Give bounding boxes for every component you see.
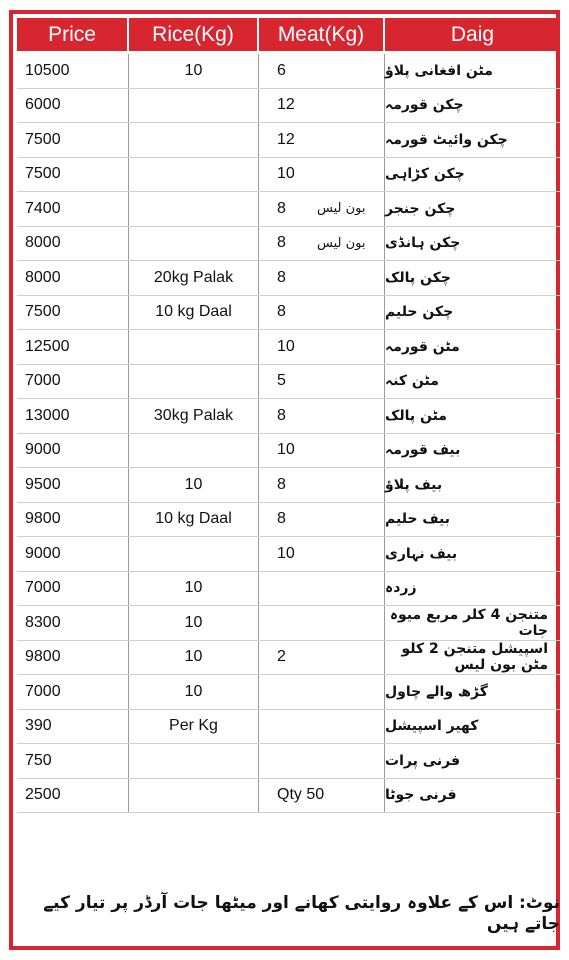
- rice-value: 10: [184, 648, 203, 666]
- rice-value: 10 kg Daal: [155, 510, 232, 528]
- daig-cell: [385, 123, 560, 157]
- price-value: 2500: [25, 786, 61, 804]
- price-cell: [17, 641, 129, 675]
- table-header: [17, 18, 560, 51]
- price-value: 7500: [25, 165, 61, 183]
- daig-cell: [385, 296, 560, 330]
- daig-name: زردہ: [385, 580, 417, 597]
- rice-value: 10: [184, 613, 203, 631]
- price-value: 9800: [25, 510, 61, 528]
- daig-cell: [385, 606, 560, 640]
- price-value: 7500: [25, 303, 61, 321]
- meat-cell: [259, 158, 385, 192]
- price-value: 390: [25, 717, 52, 735]
- daig-cell: [385, 227, 560, 261]
- rice-cell: [129, 261, 259, 295]
- daig-name: مٹن افغانی پلاؤ: [385, 62, 493, 79]
- rice-cell: [129, 192, 259, 226]
- daig-cell: [385, 675, 560, 709]
- daig-cell: [385, 468, 560, 502]
- price-cell: [17, 54, 129, 88]
- meat-value: 6: [277, 61, 286, 79]
- rice-cell: [129, 572, 259, 606]
- rice-cell: [129, 537, 259, 571]
- table-row: [17, 261, 560, 296]
- meat-value: 8: [277, 406, 286, 424]
- rice-cell: [129, 641, 259, 675]
- meat-cell: [259, 89, 385, 123]
- footer-note: نوٹ: اس کے علاوہ روایتی کھانے اور میٹھا جات آرڈر پر تیار کیے جاتے ہیں: [43, 893, 560, 934]
- meat-cell: [259, 779, 385, 813]
- meat-value: 8: [277, 475, 286, 493]
- price-cell: [17, 537, 129, 571]
- table-row: [17, 227, 560, 262]
- price-cell: [17, 158, 129, 192]
- price-value: 9000: [25, 544, 61, 562]
- table-row: [17, 779, 560, 814]
- price-cell: [17, 503, 129, 537]
- meat-cell: [259, 641, 385, 675]
- price-cell: [17, 227, 129, 261]
- rice-cell: [129, 434, 259, 468]
- meat-cell: [259, 572, 385, 606]
- meat-value: 10: [277, 544, 295, 562]
- table-row: [17, 572, 560, 607]
- rice-value: 30kg Palak: [153, 406, 234, 424]
- rice-value: 10: [184, 61, 203, 79]
- price-cell: [17, 606, 129, 640]
- table-row: [17, 89, 560, 124]
- meat-value: 10: [277, 165, 295, 183]
- table-row: [17, 365, 560, 400]
- rice-value: 10: [184, 579, 203, 597]
- daig-name: چکن کڑاہی: [385, 166, 465, 183]
- table-row: [17, 330, 560, 365]
- price-value: 10500: [25, 61, 70, 79]
- rice-value: 10: [184, 682, 203, 700]
- meat-cell: [259, 330, 385, 364]
- rice-cell: [129, 779, 259, 813]
- price-value: 9500: [25, 475, 61, 493]
- meat-value: 10: [277, 441, 295, 459]
- rice-cell: [129, 330, 259, 364]
- price-value: 7000: [25, 372, 61, 390]
- price-cell: [17, 434, 129, 468]
- meat-value: 12: [277, 96, 295, 114]
- daig-cell: [385, 434, 560, 468]
- menu-frame: [9, 10, 560, 950]
- table-row: [17, 606, 560, 641]
- price-cell: [17, 779, 129, 813]
- price-value: 7000: [25, 579, 61, 597]
- header-daig: Daig: [450, 23, 495, 46]
- price-value: 9000: [25, 441, 61, 459]
- daig-name: فرنی پرات: [385, 752, 461, 769]
- table-row: [17, 675, 560, 710]
- daig-name: فرنی جوٹا: [385, 787, 457, 804]
- meat-value: 5: [277, 372, 286, 390]
- daig-name: بیف پلاؤ: [385, 476, 443, 493]
- meat-note: بون لیس: [317, 201, 366, 217]
- daig-name: چکن قورمہ: [385, 97, 464, 114]
- meat-cell: [259, 434, 385, 468]
- daig-name: چکن ہانڈی: [385, 235, 461, 252]
- price-value: 7500: [25, 130, 61, 148]
- table-row: [17, 192, 560, 227]
- rice-cell: [129, 365, 259, 399]
- rice-cell: [129, 710, 259, 744]
- price-value: 8300: [25, 613, 61, 631]
- meat-value: 10: [277, 337, 295, 355]
- daig-cell: [385, 399, 560, 433]
- rice-cell: [129, 503, 259, 537]
- price-value: 8000: [25, 234, 61, 252]
- price-cell: [17, 744, 129, 778]
- daig-name: مٹن کنہ: [385, 373, 439, 390]
- daig-cell: [385, 192, 560, 226]
- rice-cell: [129, 606, 259, 640]
- meat-cell: [259, 54, 385, 88]
- table-body: [17, 54, 560, 813]
- daig-name: بیف حلیم: [385, 511, 451, 528]
- meat-value: 8: [277, 303, 286, 321]
- meat-cell: [259, 227, 385, 261]
- daig-name: چکن جنجر: [385, 200, 456, 217]
- rice-cell: [129, 89, 259, 123]
- daig-cell: [385, 537, 560, 571]
- table-row: [17, 503, 560, 538]
- meat-value: 12: [277, 130, 295, 148]
- rice-value: Per Kg: [169, 717, 218, 735]
- daig-name: مٹن پالک: [385, 407, 447, 424]
- header-meat: Meat(Kg): [259, 18, 385, 51]
- price-cell: [17, 296, 129, 330]
- meat-cell: [259, 365, 385, 399]
- meat-cell: [259, 261, 385, 295]
- meat-cell: [259, 537, 385, 571]
- daig-name: گڑھ والے چاول: [385, 683, 488, 700]
- price-value: 6000: [25, 96, 61, 114]
- daig-name: اسپیشل متنجن 2 کلو مٹن بون لیس: [401, 641, 548, 674]
- table-row: [17, 54, 560, 89]
- daig-cell: [385, 158, 560, 192]
- table-row: [17, 710, 560, 745]
- daig-cell: [385, 744, 560, 778]
- daig-cell: [385, 330, 560, 364]
- daig-cell: [385, 779, 560, 813]
- daig-cell: [385, 365, 560, 399]
- price-value: 8000: [25, 268, 61, 286]
- header-rice: Rice(Kg): [129, 18, 259, 51]
- meat-cell: [259, 399, 385, 433]
- rice-value: 10: [184, 475, 203, 493]
- table-row: [17, 641, 560, 676]
- meat-value: 8: [277, 199, 286, 217]
- daig-cell: [385, 89, 560, 123]
- rice-value: 10 kg Daal: [155, 303, 232, 321]
- table-row: [17, 434, 560, 469]
- price-cell: [17, 261, 129, 295]
- daig-cell: [385, 710, 560, 744]
- price-cell: [17, 399, 129, 433]
- meat-value: 2: [277, 648, 286, 666]
- table-row: [17, 744, 560, 779]
- daig-name: متنجن 4 کلر مربع میوہ جات: [389, 606, 548, 639]
- header-price: Price: [17, 18, 129, 51]
- daig-name: چکن وائیٹ قورمہ: [385, 131, 508, 148]
- rice-cell: [129, 54, 259, 88]
- daig-name: بیف قورمہ: [385, 442, 461, 459]
- daig-name: مٹن قورمہ: [385, 338, 460, 355]
- table-row: [17, 537, 560, 572]
- daig-cell: [385, 503, 560, 537]
- price-value: 7400: [25, 199, 61, 217]
- price-cell: [17, 572, 129, 606]
- rice-cell: [129, 296, 259, 330]
- daig-cell: [385, 641, 560, 675]
- price-value: 750: [25, 751, 52, 769]
- meat-cell: [259, 123, 385, 157]
- meat-cell: [259, 606, 385, 640]
- price-value: 13000: [25, 406, 70, 424]
- price-cell: [17, 365, 129, 399]
- price-value: 7000: [25, 682, 61, 700]
- meat-cell: [259, 468, 385, 502]
- meat-value: 8: [277, 510, 286, 528]
- rice-cell: [129, 399, 259, 433]
- price-cell: [17, 123, 129, 157]
- table-row: [17, 123, 560, 158]
- meat-cell: [259, 710, 385, 744]
- price-cell: [17, 89, 129, 123]
- rice-value: 20kg Palak: [153, 268, 234, 286]
- meat-value: 8: [277, 234, 286, 252]
- table-row: [17, 399, 560, 434]
- price-value: 9800: [25, 648, 61, 666]
- table-row: [17, 158, 560, 193]
- daig-cell: [385, 572, 560, 606]
- meat-cell: [259, 192, 385, 226]
- table-row: [17, 468, 560, 503]
- rice-cell: [129, 123, 259, 157]
- price-cell: [17, 468, 129, 502]
- price-cell: [17, 192, 129, 226]
- daig-cell: [385, 261, 560, 295]
- table-row: [17, 296, 560, 331]
- meat-value: Qty 50: [277, 786, 325, 804]
- meat-cell: [259, 744, 385, 778]
- price-value: 12500: [25, 337, 70, 355]
- meat-value: 8: [277, 268, 286, 286]
- price-cell: [17, 675, 129, 709]
- meat-cell: [259, 296, 385, 330]
- daig-name: بیف نہاری: [385, 545, 458, 562]
- meat-note: بون لیس: [317, 235, 366, 251]
- daig-name: چکن حلیم: [385, 304, 454, 321]
- price-cell: [17, 710, 129, 744]
- rice-cell: [129, 227, 259, 261]
- price-cell: [17, 330, 129, 364]
- rice-cell: [129, 158, 259, 192]
- meat-cell: [259, 675, 385, 709]
- rice-cell: [129, 675, 259, 709]
- daig-cell: [385, 54, 560, 88]
- daig-name: کھیر اسپیشل: [385, 718, 479, 735]
- meat-cell: [259, 503, 385, 537]
- daig-name: چکن پالک: [385, 269, 451, 286]
- rice-cell: [129, 468, 259, 502]
- rice-cell: [129, 744, 259, 778]
